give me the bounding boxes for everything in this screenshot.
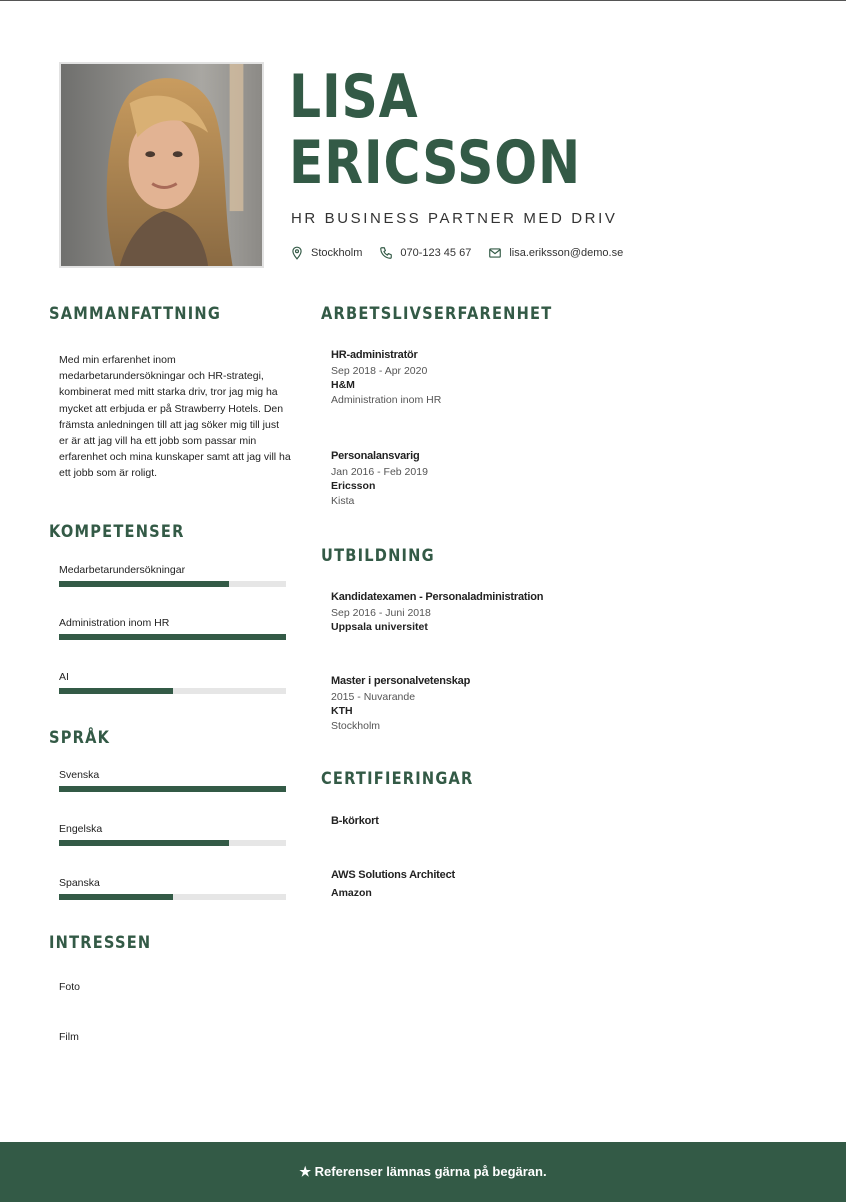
entry-detail: Kista [331, 495, 355, 507]
skills-heading: KOMPETENSER [49, 522, 185, 542]
skill-label: Medarbetarundersökningar [59, 564, 186, 576]
experience-heading: ARBETSLIVSERFARENHET [321, 304, 553, 324]
entry-title: Kandidatexamen - Personaladministration [331, 591, 544, 603]
skill-item [59, 564, 286, 587]
skill-bar-fill [59, 581, 229, 587]
profile-photo [59, 62, 264, 268]
map-pin-icon [290, 246, 304, 260]
job-title: HR BUSINESS PARTNER MED DRIV [291, 210, 618, 227]
language-bar-fill [59, 894, 173, 900]
language-item [59, 769, 286, 792]
top-border-line [0, 0, 846, 1]
entry-dates: 2015 - Nuvarande [331, 691, 416, 703]
interests-heading: INTRESSEN [49, 933, 152, 953]
entry-organization: Uppsala universitet [331, 621, 428, 633]
first-name: LISA [289, 62, 419, 132]
skill-item [59, 671, 286, 694]
experience-entry [331, 450, 771, 507]
skill-bar-fill [59, 634, 286, 640]
language-label: Spanska [59, 877, 100, 889]
phone-text: 070-123 45 67 [400, 247, 472, 259]
language-bar [59, 894, 286, 900]
entry-dates: Sep 2018 - Apr 2020 [331, 365, 428, 377]
skill-label: AI [59, 671, 69, 683]
entry-title: Personalansvarig [331, 450, 420, 462]
skill-label: Administration inom HR [59, 617, 170, 629]
footer-text: ★ Referenser lämnas gärna på begäran. [299, 1164, 547, 1179]
language-item [59, 823, 286, 846]
entry-organization: H&M [331, 379, 355, 391]
contact-location [290, 246, 362, 260]
education-entry [331, 591, 771, 633]
language-bar-fill [59, 840, 229, 846]
skill-item [59, 617, 286, 640]
entry-organization: Ericsson [331, 480, 376, 492]
certification-entry [331, 815, 771, 827]
language-item [59, 877, 286, 900]
entry-title: AWS Solutions Architect [331, 869, 455, 881]
email-text: lisa.eriksson@demo.se [509, 247, 624, 259]
language-label: Svenska [59, 769, 100, 781]
entry-detail: Stockholm [331, 720, 381, 732]
skill-bar [59, 581, 286, 587]
candidate-name [289, 64, 581, 196]
contact-row [290, 246, 640, 260]
languages-heading: SPRÅK [49, 728, 111, 748]
skill-bar [59, 634, 286, 640]
entry-title: B-körkort [331, 815, 379, 827]
portrait-illustration [61, 64, 262, 266]
skill-bar-fill [59, 688, 173, 694]
education-entry [331, 675, 771, 732]
language-label: Engelska [59, 823, 103, 835]
education-heading: UTBILDNING [321, 546, 435, 566]
summary-heading: SAMMANFATTNING [49, 304, 222, 324]
certifications-heading: CERTIFIERINGAR [321, 769, 474, 789]
contact-phone[interactable] [379, 246, 471, 260]
phone-icon [379, 246, 393, 260]
last-name: ERICSSON [289, 128, 581, 198]
entry-organization: KTH [331, 705, 353, 717]
entry-detail: Administration inom HR [331, 394, 442, 406]
interest-item: Film [59, 1031, 79, 1043]
entry-dates: Sep 2016 - Juni 2018 [331, 607, 431, 619]
footer-banner [0, 1142, 846, 1202]
entry-title: Master i personalvetenskap [331, 675, 471, 687]
location-text: Stockholm [311, 247, 363, 259]
certification-entry [331, 869, 771, 899]
language-bar [59, 786, 286, 792]
interest-item: Foto [59, 981, 81, 993]
contact-email[interactable] [488, 246, 623, 260]
skill-bar [59, 688, 286, 694]
summary-text: Med min erfarenhet inom medarbetarundersökningar och HR-strategi, kombinerat med mitt starka driv, tror jag mig ha mycket att erbjuda er på Strawberry Hotels. Den främsta anledningen till att jag söker mig till just er är att jag vill ha ett jobb som passar min erfarenhet och mina kunskaper samt att jag vill ha ett jobb som är roligt. [59, 354, 291, 480]
entry-title: HR-administratör [331, 349, 418, 361]
experience-entry [331, 349, 771, 406]
language-bar [59, 840, 286, 846]
language-bar-fill [59, 786, 286, 792]
mail-icon [488, 246, 502, 260]
entry-dates: Jan 2016 - Feb 2019 [331, 466, 428, 478]
entry-organization: Amazon [331, 887, 372, 899]
